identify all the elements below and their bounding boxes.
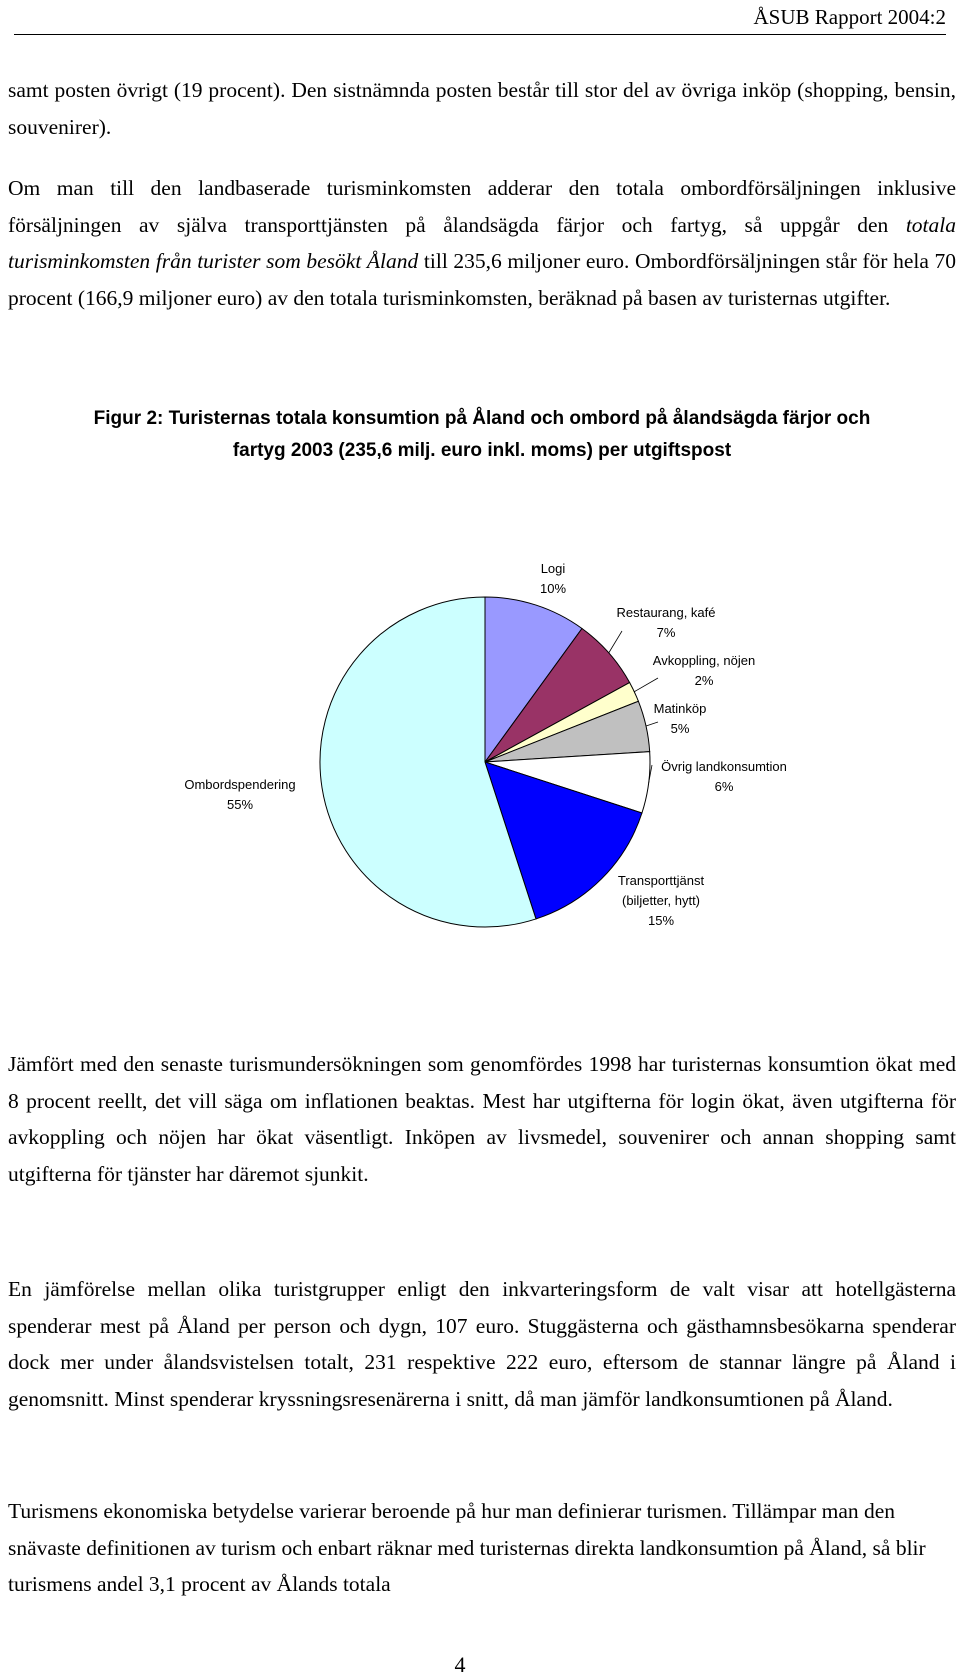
pie-label-3: [653, 653, 755, 688]
report-id: ÅSUB Rapport 2004:2: [753, 5, 946, 29]
pie-category-label: Logi: [540, 561, 566, 576]
pie-slices: [320, 597, 650, 927]
figure-caption: [8, 403, 956, 467]
paragraph-5: Turismens ekonomiska betydelse varierar beroende på hur man definierar turismen. Tillämpar man den snävaste definitionen av turism och enbart räknar med turisternas direkta landkonsumtion på Åland, så blir turismens andel 3,1 procent av Ålands totala: [8, 1499, 926, 1597]
figure-caption-line-2: fartyg 2003 (235,6 milj. euro inkl. moms) per utgiftspost: [232, 440, 732, 461]
pie-value-label: 10%: [539, 581, 567, 596]
pie-value-label: 7%: [656, 625, 676, 640]
pie-category-label: Transporttjänst: [617, 873, 705, 888]
leader-line-3: [634, 678, 658, 692]
pie-value-label: 6%: [714, 779, 734, 794]
leader-line-2: [609, 631, 622, 653]
leader-line-4: [646, 722, 658, 726]
paragraph-4: En jämförelse mellan olika turistgrupper enligt den inkvarteringsform de valt visar att hotellgästerna spenderar mest på Åland per person och dygn, 107 euro. Stuggästerna och gästhamnsbesökarna spenderar dock mer under ålandsvistelsen totalt, 231 respektive 222 euro, eftersom de stannar längre på Åland i genomsnitt. Minst spenderar kryssningsresenärerna i snitt, då man jämför landkonsumtionen på Åland.: [8, 1277, 956, 1411]
paragraph-3: Jämfört med den senaste turismundersökningen som genomfördes 1998 har turisternas konsumtion ökat med 8 procent reellt, det vill säga om inflationen beaktas. Mest har utgifterna för login ökat, även utgifterna för avkoppling och nöjen har ökat väsentligt. Inköpen av livsmedel, souvenirer och annan shopping samt utgifterna för tjänster har däremot sjunkit.: [8, 1052, 956, 1186]
pie-category-label: Restaurang, kafé: [616, 605, 716, 620]
paragraph-1: samt posten övrigt (19 procent). Den sistnämnda posten består till stor del av övriga inköp (shopping, bensin, souvenirer).: [8, 78, 956, 139]
pie-category-label: Övrig landkonsumtion: [661, 759, 787, 774]
pie-label-2: [616, 605, 715, 640]
pie-label-7: [184, 777, 295, 812]
paragraph-2: [8, 170, 956, 316]
pie-label-1: [540, 561, 566, 596]
page-number: 4: [454, 1652, 466, 1677]
paragraph-2-text-b: till 235,6 miljoner euro. Ombordförsäljningen står för hela 70 procent (166,9 miljoner euro) av den totala turisminkomsten, beräknad på basen av turisternas utgifter.: [8, 249, 957, 310]
pie-category-label: Ombordspendering: [184, 777, 296, 792]
pie-chart: [0, 520, 960, 950]
figure-caption-line-1: Figur 2: Turisternas totala konsumtion på Åland och ombord på ålandsägda färjor och: [93, 408, 871, 429]
pie-value-label: 55%: [226, 797, 254, 812]
pie-category-label: Avkoppling, nöjen: [652, 653, 756, 668]
pie-label-6: [618, 873, 705, 928]
paragraph-2-emphasis: totala turisminkomsten från turister som besökt Åland: [8, 212, 956, 274]
pie-category-label: (biljetter, hytt): [621, 893, 701, 908]
running-header: [14, 2, 946, 35]
pie-label-4: [654, 701, 707, 736]
pie-category-label: Matinköp: [653, 701, 707, 716]
paragraph-2-text-a: Om man till den landbaserade turisminkomsten adderar den totala ombordförsäljningen inklusive försäljningen av själva transporttjänsten på ålandsägda färjor och fartyg, så uppgår den: [8, 176, 956, 237]
pie-value-label: 5%: [670, 721, 690, 736]
pie-value-label: 15%: [647, 913, 675, 928]
pie-value-label: 2%: [694, 673, 714, 688]
pie-label-5: [661, 759, 787, 794]
